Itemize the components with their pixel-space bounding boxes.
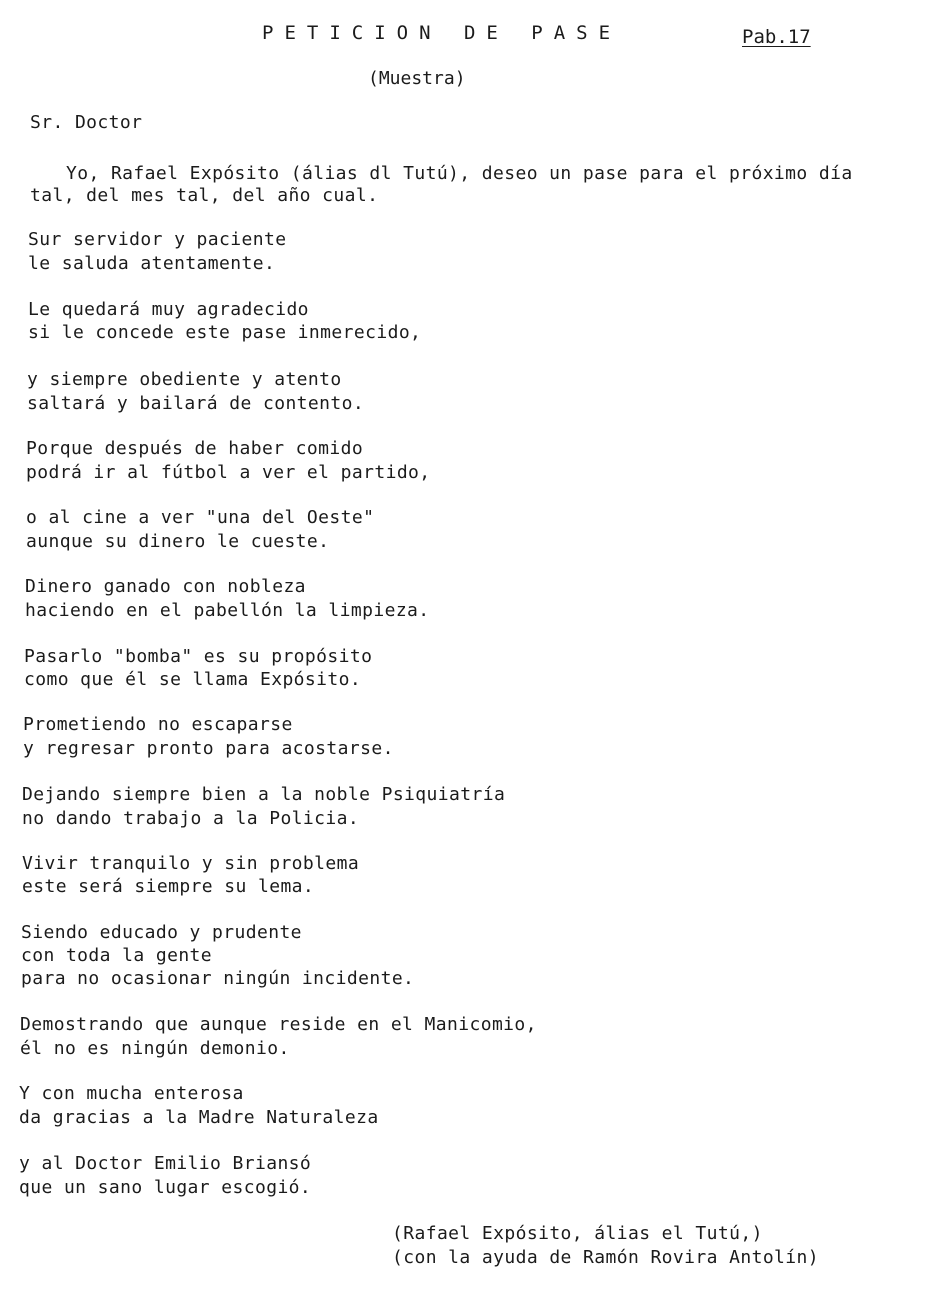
intro-line-2: tal, del mes tal, del año cual.	[30, 185, 379, 206]
verse-line: y regresar pronto para acostarse.	[23, 738, 394, 759]
verse-line: Demostrando que aunque reside en el Manicomio,	[20, 1014, 537, 1035]
verse-line: podrá ir al fútbol a ver el partido,	[26, 462, 431, 483]
verse-line: este será siempre su lema.	[22, 876, 315, 897]
verse-line: y al Doctor Emilio Briansó	[19, 1153, 312, 1174]
verse-line: aunque su dinero le cueste.	[26, 531, 330, 552]
verse-line: con toda la gente	[21, 945, 213, 966]
verse-line: Le quedará muy agradecido	[28, 299, 309, 320]
verse-line: Siendo educado y prudente	[21, 922, 302, 943]
verse-line: Dinero ganado con nobleza	[25, 576, 306, 597]
verse-line: Pasarlo "bomba" es su propósito	[24, 646, 373, 667]
verse-line: le saluda atentamente.	[28, 253, 276, 274]
verse-line: o al cine a ver "una del Oeste"	[26, 507, 375, 528]
verse-line: da gracias a la Madre Naturaleza	[19, 1107, 379, 1128]
verse-line: haciendo en el pabellón la limpieza.	[25, 600, 430, 621]
document-title: PETICION DE PASE	[262, 22, 622, 44]
verse-line: que un sano lugar escogió.	[19, 1177, 312, 1198]
signature-line-1: (Rafael Expósito, álias el Tutú,)	[392, 1223, 763, 1244]
verse-line: él no es ningún demonio.	[20, 1038, 290, 1059]
verse-line: Vivir tranquilo y sin problema	[22, 853, 360, 874]
page-reference: Pab.17	[742, 26, 811, 48]
document-subtitle: (Muestra)	[368, 68, 466, 89]
signature-line-2: (con la ayuda de Ramón Rovira Antolín)	[392, 1247, 820, 1268]
verse-line: Y con mucha enterosa	[19, 1083, 244, 1104]
verse-line: Sur servidor y paciente	[28, 229, 287, 250]
verse-line: no dando trabajo a la Policia.	[22, 808, 360, 829]
verse-line: para no ocasionar ningún incidente.	[21, 968, 415, 989]
verse-line: Dejando siempre bien a la noble Psiquiatría	[22, 784, 506, 805]
verse-line: Porque después de haber comido	[26, 438, 364, 459]
verse-line: y siempre obediente y atento	[27, 369, 342, 390]
salutation: Sr. Doctor	[30, 112, 143, 133]
verse-line: saltará y bailará de contento.	[27, 393, 365, 414]
verse-line: como que él se llama Expósito.	[24, 669, 362, 690]
verse-line: Prometiendo no escaparse	[23, 714, 293, 735]
verse-line: si le concede este pase inmerecido,	[28, 322, 422, 343]
intro-line-1: Yo, Rafael Expósito (álias dl Tutú), deseo un pase para el próximo día	[66, 163, 853, 184]
